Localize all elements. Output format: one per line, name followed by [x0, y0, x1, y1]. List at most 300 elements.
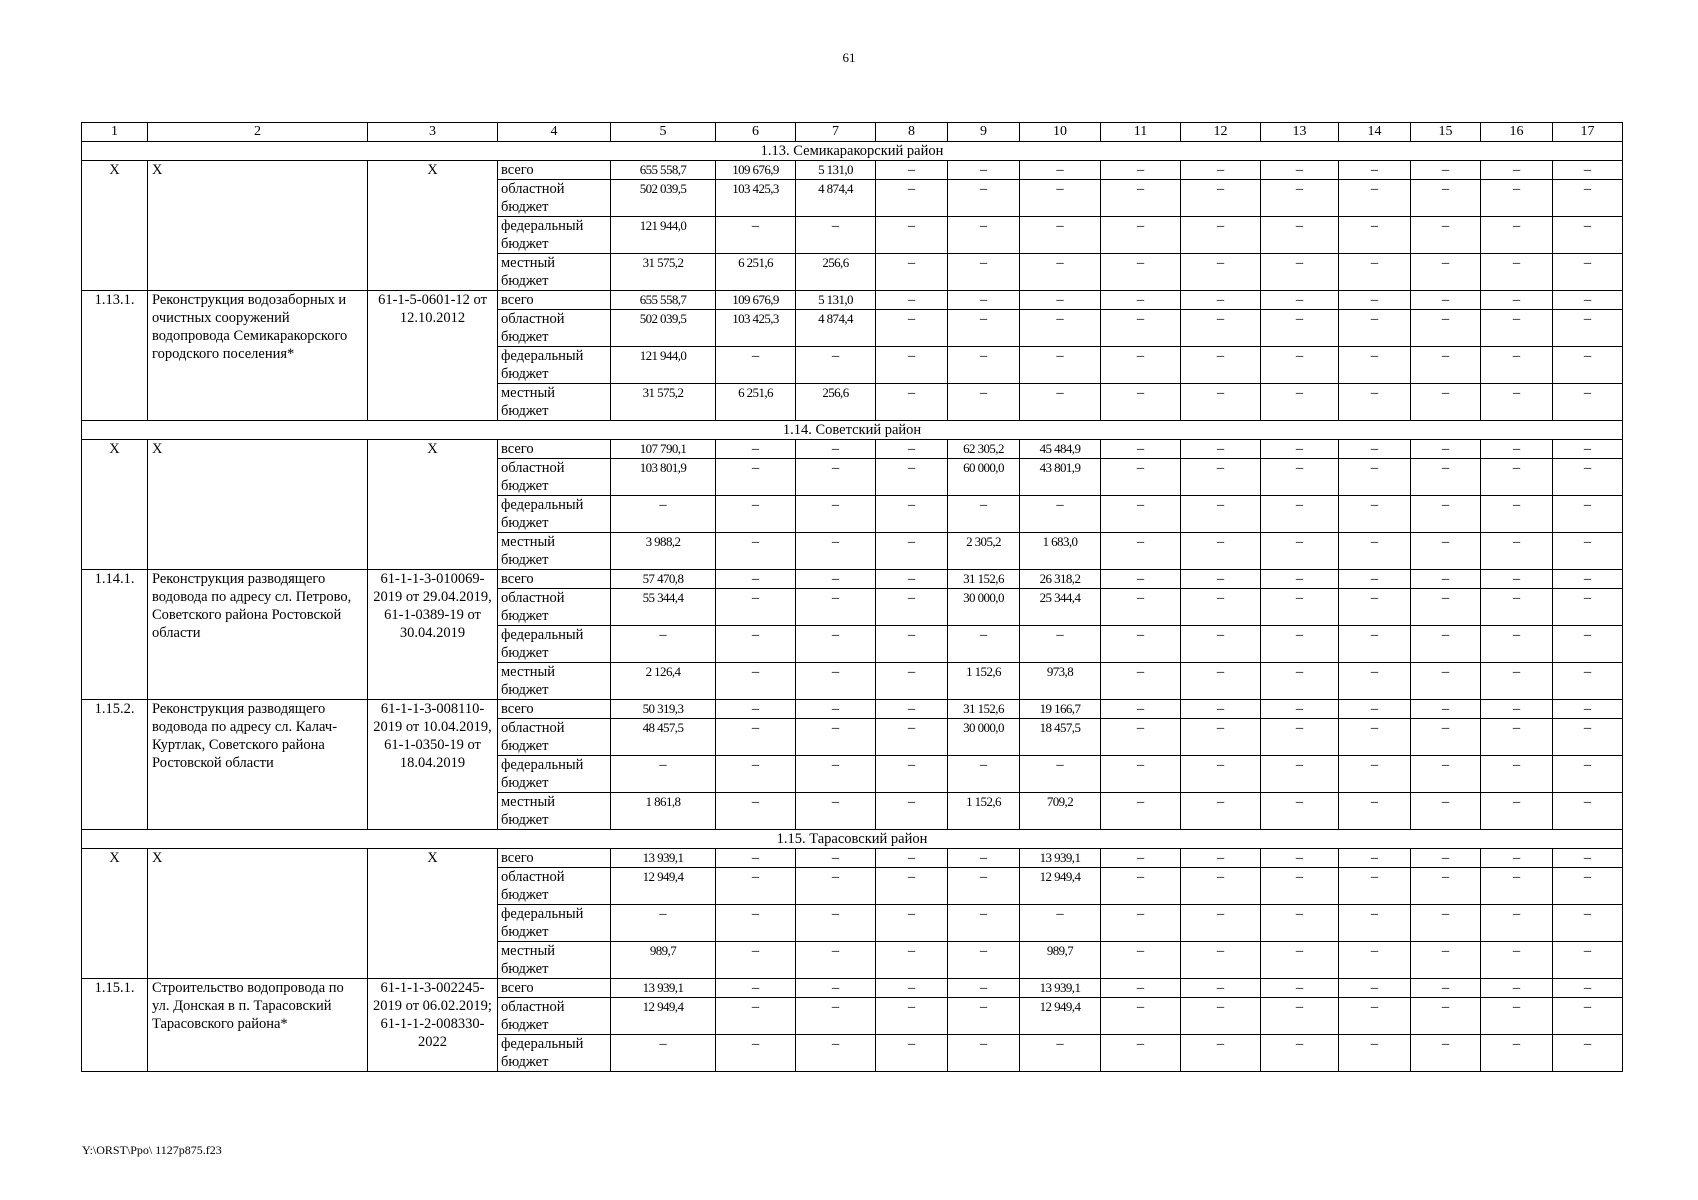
amount-cell: –	[1261, 868, 1339, 905]
amount-cell: –	[1411, 180, 1481, 217]
amount-cell: –	[876, 998, 948, 1035]
amount-cell: –	[1181, 217, 1261, 254]
amount-cell: –	[796, 942, 876, 979]
amount-cell: –	[1411, 756, 1481, 793]
amount-cell: –	[796, 663, 876, 700]
amount-cell: –	[1481, 589, 1553, 626]
amount-cell: –	[1020, 254, 1101, 291]
amount-cell: –	[1101, 756, 1181, 793]
amount-cell: –	[1411, 254, 1481, 291]
amount-cell: –	[716, 700, 796, 719]
amount-cell: –	[1481, 180, 1553, 217]
amount-cell: 502 039,5	[611, 180, 716, 217]
amount-cell: –	[876, 161, 948, 180]
amount-cell: –	[1411, 849, 1481, 868]
funding-source-label: всего	[498, 291, 611, 310]
amount-cell: –	[1261, 626, 1339, 663]
amount-cell: –	[1101, 310, 1181, 347]
amount-cell: –	[796, 533, 876, 570]
amount-cell: –	[1481, 254, 1553, 291]
amount-cell: –	[1339, 868, 1411, 905]
amount-cell: –	[796, 440, 876, 459]
amount-cell: –	[876, 496, 948, 533]
amount-cell: –	[876, 384, 948, 421]
amount-cell: –	[1339, 793, 1411, 830]
amount-cell: –	[1481, 849, 1553, 868]
amount-cell: –	[948, 180, 1020, 217]
amount-cell: –	[1411, 347, 1481, 384]
amount-cell: –	[1101, 663, 1181, 700]
funding-source-label: всего	[498, 440, 611, 459]
amount-cell: –	[611, 756, 716, 793]
amount-cell: –	[876, 793, 948, 830]
column-number: 6	[716, 123, 796, 142]
amount-cell: –	[1339, 998, 1411, 1035]
amount-cell: –	[1101, 998, 1181, 1035]
amount-cell: 13 939,1	[1020, 979, 1101, 998]
table-row	[82, 291, 1623, 310]
entry-document: X	[368, 440, 498, 570]
amount-cell: –	[1101, 217, 1181, 254]
funding-source-label: всего	[498, 700, 611, 719]
entry-number: 1.14.1.	[82, 570, 148, 700]
amount-cell: –	[1181, 570, 1261, 589]
column-number-row	[82, 123, 1623, 142]
amount-cell: –	[716, 663, 796, 700]
amount-cell: –	[716, 533, 796, 570]
amount-cell: –	[1481, 347, 1553, 384]
amount-cell: 57 470,8	[611, 570, 716, 589]
column-number: 10	[1020, 123, 1101, 142]
amount-cell: –	[1101, 496, 1181, 533]
amount-cell: –	[1101, 291, 1181, 310]
column-number: 3	[368, 123, 498, 142]
amount-cell: –	[1020, 1035, 1101, 1072]
amount-cell: –	[1411, 217, 1481, 254]
amount-cell: –	[1261, 998, 1339, 1035]
amount-cell: –	[796, 570, 876, 589]
amount-cell: –	[716, 459, 796, 496]
funding-source-label: федеральный бюджет	[498, 756, 611, 793]
section-row	[82, 421, 1623, 440]
amount-cell: –	[1553, 868, 1623, 905]
amount-cell: –	[796, 905, 876, 942]
amount-cell: 973,8	[1020, 663, 1101, 700]
amount-cell: –	[1481, 626, 1553, 663]
amount-cell: –	[948, 496, 1020, 533]
amount-cell: –	[1101, 384, 1181, 421]
amount-cell: –	[716, 347, 796, 384]
amount-cell: 31 575,2	[611, 254, 716, 291]
table-row	[82, 979, 1623, 998]
amount-cell: –	[1261, 310, 1339, 347]
amount-cell: –	[1553, 626, 1623, 663]
column-number: 17	[1553, 123, 1623, 142]
amount-cell: –	[1339, 756, 1411, 793]
amount-cell: –	[1020, 161, 1101, 180]
amount-cell: 30 000,0	[948, 589, 1020, 626]
funding-source-label: местный бюджет	[498, 942, 611, 979]
funding-source-label: федеральный бюджет	[498, 217, 611, 254]
column-number: 15	[1411, 123, 1481, 142]
entry-number: X	[82, 440, 148, 570]
section-title: 1.15. Тарасовский район	[82, 830, 1623, 849]
amount-cell: –	[876, 254, 948, 291]
amount-cell: –	[1411, 161, 1481, 180]
amount-cell: –	[1411, 626, 1481, 663]
amount-cell: –	[1020, 291, 1101, 310]
amount-cell: –	[1553, 849, 1623, 868]
amount-cell: –	[1020, 905, 1101, 942]
amount-cell: 1 683,0	[1020, 533, 1101, 570]
amount-cell: –	[1261, 217, 1339, 254]
amount-cell: –	[716, 942, 796, 979]
amount-cell: –	[1101, 700, 1181, 719]
amount-cell: –	[716, 756, 796, 793]
amount-cell: –	[1411, 459, 1481, 496]
amount-cell: –	[1411, 719, 1481, 756]
amount-cell: –	[1481, 217, 1553, 254]
amount-cell: –	[1411, 868, 1481, 905]
amount-cell: –	[1181, 254, 1261, 291]
funding-source-label: всего	[498, 979, 611, 998]
amount-cell: 12 949,4	[1020, 868, 1101, 905]
amount-cell: 19 166,7	[1020, 700, 1101, 719]
amount-cell: –	[796, 868, 876, 905]
amount-cell: –	[796, 217, 876, 254]
entry-number: X	[82, 161, 148, 291]
amount-cell: –	[1339, 663, 1411, 700]
amount-cell: –	[876, 905, 948, 942]
amount-cell: –	[716, 905, 796, 942]
funding-source-label: областной бюджет	[498, 719, 611, 756]
amount-cell: –	[876, 533, 948, 570]
amount-cell: –	[1020, 626, 1101, 663]
amount-cell: –	[876, 868, 948, 905]
amount-cell: –	[876, 217, 948, 254]
amount-cell: –	[948, 384, 1020, 421]
amount-cell: –	[948, 756, 1020, 793]
amount-cell: –	[716, 496, 796, 533]
amount-cell: –	[1181, 700, 1261, 719]
amount-cell: –	[876, 459, 948, 496]
amount-cell: –	[1181, 979, 1261, 998]
amount-cell: 103 425,3	[716, 180, 796, 217]
amount-cell: –	[876, 663, 948, 700]
amount-cell: –	[1553, 942, 1623, 979]
amount-cell: –	[1181, 589, 1261, 626]
amount-cell: 48 457,5	[611, 719, 716, 756]
amount-cell: –	[1553, 589, 1623, 626]
amount-cell: –	[1553, 533, 1623, 570]
amount-cell: –	[1339, 570, 1411, 589]
amount-cell: –	[948, 849, 1020, 868]
amount-cell: –	[1481, 459, 1553, 496]
amount-cell: 13 939,1	[611, 849, 716, 868]
amount-cell: –	[796, 756, 876, 793]
amount-cell: –	[1261, 1035, 1339, 1072]
amount-cell: –	[1411, 384, 1481, 421]
funding-source-label: областной бюджет	[498, 180, 611, 217]
amount-cell: –	[611, 905, 716, 942]
amount-cell: –	[1411, 440, 1481, 459]
amount-cell: –	[1020, 347, 1101, 384]
amount-cell: –	[876, 1035, 948, 1072]
amount-cell: –	[1339, 700, 1411, 719]
amount-cell: –	[1339, 496, 1411, 533]
amount-cell: 12 949,4	[1020, 998, 1101, 1035]
amount-cell: –	[1553, 793, 1623, 830]
amount-cell: 109 676,9	[716, 161, 796, 180]
amount-cell: 989,7	[611, 942, 716, 979]
amount-cell: –	[716, 626, 796, 663]
amount-cell: –	[1481, 700, 1553, 719]
amount-cell: –	[948, 161, 1020, 180]
amount-cell: –	[796, 589, 876, 626]
amount-cell: –	[1181, 1035, 1261, 1072]
amount-cell: –	[1553, 440, 1623, 459]
amount-cell: –	[1411, 700, 1481, 719]
amount-cell: –	[1481, 998, 1553, 1035]
amount-cell: –	[1181, 942, 1261, 979]
entry-name: X	[148, 849, 368, 979]
amount-cell: –	[716, 868, 796, 905]
entry-document: X	[368, 849, 498, 979]
amount-cell: –	[1553, 291, 1623, 310]
amount-cell: –	[1261, 533, 1339, 570]
amount-cell: –	[948, 1035, 1020, 1072]
amount-cell: –	[611, 626, 716, 663]
amount-cell: 655 558,7	[611, 291, 716, 310]
amount-cell: –	[1339, 942, 1411, 979]
amount-cell: 26 318,2	[1020, 570, 1101, 589]
funding-source-label: местный бюджет	[498, 793, 611, 830]
amount-cell: –	[1411, 589, 1481, 626]
amount-cell: –	[1339, 849, 1411, 868]
amount-cell: –	[876, 310, 948, 347]
column-number: 16	[1481, 123, 1553, 142]
entry-name: X	[148, 440, 368, 570]
amount-cell: –	[1481, 719, 1553, 756]
table-row	[82, 700, 1623, 719]
entry-number: X	[82, 849, 148, 979]
amount-cell: –	[1101, 533, 1181, 570]
amount-cell: –	[948, 998, 1020, 1035]
funding-source-label: местный бюджет	[498, 384, 611, 421]
amount-cell: –	[1553, 180, 1623, 217]
amount-cell: –	[1020, 756, 1101, 793]
amount-cell: –	[1339, 347, 1411, 384]
amount-cell: –	[1181, 719, 1261, 756]
amount-cell: –	[1411, 1035, 1481, 1072]
funding-source-label: областной бюджет	[498, 998, 611, 1035]
amount-cell: 6 251,6	[716, 254, 796, 291]
amount-cell: –	[1261, 700, 1339, 719]
amount-cell: –	[716, 719, 796, 756]
column-number: 9	[948, 123, 1020, 142]
amount-cell: –	[1261, 180, 1339, 217]
amount-cell: –	[1481, 496, 1553, 533]
amount-cell: 31 152,6	[948, 700, 1020, 719]
amount-cell: –	[1101, 1035, 1181, 1072]
amount-cell: –	[876, 942, 948, 979]
amount-cell: –	[1181, 347, 1261, 384]
amount-cell: –	[1481, 793, 1553, 830]
amount-cell: –	[796, 719, 876, 756]
amount-cell: –	[1261, 756, 1339, 793]
amount-cell: –	[876, 291, 948, 310]
amount-cell: –	[1181, 868, 1261, 905]
amount-cell: –	[1411, 570, 1481, 589]
amount-cell: –	[1181, 291, 1261, 310]
entry-name: Реконструкция разводящего водовода по адресу сл. Петрово, Советского района Ростовской области	[148, 570, 368, 700]
amount-cell: –	[1339, 217, 1411, 254]
amount-cell: 50 319,3	[611, 700, 716, 719]
amount-cell: –	[1181, 496, 1261, 533]
amount-cell: 1 861,8	[611, 793, 716, 830]
column-number: 5	[611, 123, 716, 142]
amount-cell: 45 484,9	[1020, 440, 1101, 459]
amount-cell: 25 344,4	[1020, 589, 1101, 626]
funding-source-label: всего	[498, 849, 611, 868]
amount-cell: –	[716, 440, 796, 459]
amount-cell: –	[1261, 719, 1339, 756]
amount-cell: –	[1553, 161, 1623, 180]
amount-cell: –	[948, 626, 1020, 663]
amount-cell: –	[1339, 626, 1411, 663]
amount-cell: –	[1181, 663, 1261, 700]
amount-cell: –	[1481, 161, 1553, 180]
amount-cell: –	[1261, 570, 1339, 589]
amount-cell: –	[1101, 347, 1181, 384]
amount-cell: –	[1553, 310, 1623, 347]
amount-cell: –	[1181, 849, 1261, 868]
column-number: 12	[1181, 123, 1261, 142]
amount-cell: –	[1481, 942, 1553, 979]
entry-document: 61-1-1-3-008110-2019 от 10.04.2019, 61-1-0350-19 от 18.04.2019	[368, 700, 498, 830]
table-row	[82, 570, 1623, 589]
funding-source-label: местный бюджет	[498, 254, 611, 291]
amount-cell: 103 425,3	[716, 310, 796, 347]
amount-cell: –	[1181, 905, 1261, 942]
amount-cell: –	[1481, 533, 1553, 570]
funding-source-label: областной бюджет	[498, 589, 611, 626]
amount-cell: 3 988,2	[611, 533, 716, 570]
amount-cell: –	[948, 979, 1020, 998]
entry-document: 61-1-5-0601-12 от 12.10.2012	[368, 291, 498, 421]
amount-cell: 655 558,7	[611, 161, 716, 180]
amount-cell: –	[1553, 570, 1623, 589]
amount-cell: –	[1553, 905, 1623, 942]
amount-cell: –	[1411, 496, 1481, 533]
amount-cell: –	[1261, 942, 1339, 979]
funding-source-label: областной бюджет	[498, 868, 611, 905]
amount-cell: –	[948, 905, 1020, 942]
amount-cell: –	[1553, 998, 1623, 1035]
funding-source-label: всего	[498, 570, 611, 589]
amount-cell: –	[1411, 310, 1481, 347]
amount-cell: 43 801,9	[1020, 459, 1101, 496]
amount-cell: –	[1553, 756, 1623, 793]
amount-cell: –	[1181, 310, 1261, 347]
amount-cell: –	[876, 719, 948, 756]
amount-cell: –	[796, 700, 876, 719]
amount-cell: –	[948, 310, 1020, 347]
amount-cell: –	[1411, 905, 1481, 942]
amount-cell: –	[1261, 347, 1339, 384]
amount-cell: 1 152,6	[948, 793, 1020, 830]
entry-document: 61-1-1-3-002245-2019 от 06.02.2019; 61-1-1-2-008330-2022	[368, 979, 498, 1072]
section-row	[82, 142, 1623, 161]
column-number: 2	[148, 123, 368, 142]
amount-cell: –	[1481, 384, 1553, 421]
amount-cell: –	[948, 942, 1020, 979]
file-path-footer: Y:\ORST\Ppo\ 1127p875.f23	[82, 1143, 222, 1157]
entry-name: Реконструкция разводящего водовода по адресу сл. Калач-Куртлак, Советского района Ростовской области	[148, 700, 368, 830]
amount-cell: –	[948, 868, 1020, 905]
amount-cell: –	[1553, 347, 1623, 384]
funding-source-label: федеральный бюджет	[498, 1035, 611, 1072]
amount-cell: –	[1481, 905, 1553, 942]
amount-cell: –	[876, 700, 948, 719]
amount-cell: –	[1261, 663, 1339, 700]
section-title: 1.13. Семикаракорский район	[82, 142, 1623, 161]
amount-cell: –	[1101, 849, 1181, 868]
amount-cell: –	[1261, 905, 1339, 942]
amount-cell: 121 944,0	[611, 347, 716, 384]
amount-cell: –	[1261, 496, 1339, 533]
amount-cell: –	[1553, 496, 1623, 533]
amount-cell: –	[1181, 440, 1261, 459]
amount-cell: 4 874,4	[796, 180, 876, 217]
amount-cell: –	[1553, 459, 1623, 496]
amount-cell: –	[796, 998, 876, 1035]
amount-cell: –	[611, 1035, 716, 1072]
amount-cell: –	[1101, 793, 1181, 830]
amount-cell: –	[1339, 719, 1411, 756]
amount-cell: –	[1553, 719, 1623, 756]
funding-source-label: федеральный бюджет	[498, 496, 611, 533]
amount-cell: –	[796, 496, 876, 533]
amount-cell: 2 305,2	[948, 533, 1020, 570]
amount-cell: –	[796, 626, 876, 663]
amount-cell: –	[1481, 663, 1553, 700]
amount-cell: –	[1020, 217, 1101, 254]
amount-cell: 18 457,5	[1020, 719, 1101, 756]
page-number: 61	[842, 50, 856, 65]
amount-cell: –	[1101, 905, 1181, 942]
funding-source-label: федеральный бюджет	[498, 626, 611, 663]
amount-cell: –	[1181, 180, 1261, 217]
budget-table	[81, 122, 1623, 1072]
column-number: 8	[876, 123, 948, 142]
amount-cell: –	[1411, 291, 1481, 310]
amount-cell: –	[1553, 700, 1623, 719]
amount-cell: –	[876, 849, 948, 868]
amount-cell: –	[948, 217, 1020, 254]
entry-number: 1.15.2.	[82, 700, 148, 830]
column-number: 14	[1339, 123, 1411, 142]
amount-cell: 256,6	[796, 254, 876, 291]
amount-cell: –	[1101, 254, 1181, 291]
amount-cell: –	[716, 589, 796, 626]
amount-cell: –	[1553, 217, 1623, 254]
amount-cell: –	[1181, 533, 1261, 570]
amount-cell: –	[1261, 793, 1339, 830]
amount-cell: 502 039,5	[611, 310, 716, 347]
amount-cell: –	[1339, 310, 1411, 347]
column-number: 1	[82, 123, 148, 142]
